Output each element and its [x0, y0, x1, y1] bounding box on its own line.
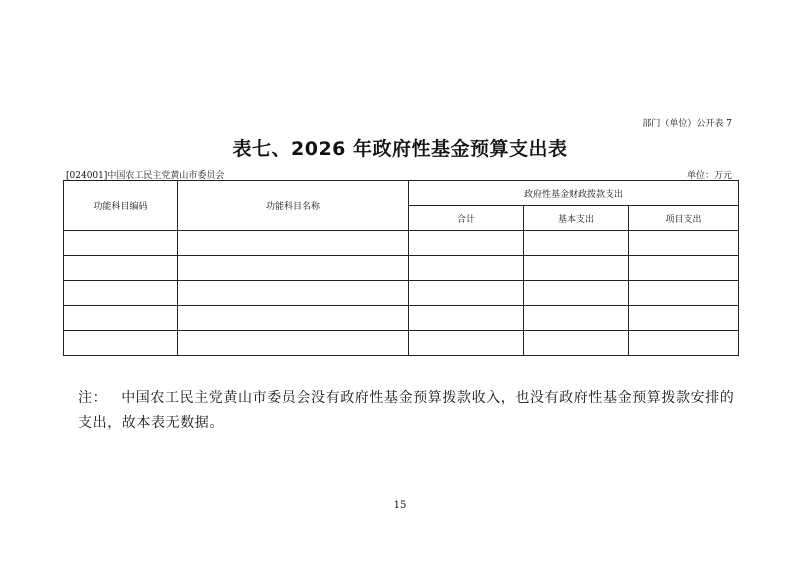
table-cell: [409, 231, 524, 256]
table-cell: [178, 331, 409, 356]
table-cell: [524, 306, 629, 331]
page-reference: 部门（单位）公开表 7: [642, 119, 732, 129]
expenditure-table: [63, 180, 739, 356]
table-cell: [178, 231, 409, 256]
table-row: [64, 256, 739, 281]
table-cell: [524, 231, 629, 256]
note-text: 中国农工民主党黄山市委员会没有政府性基金预算拨款收入，也没有政府性基金预算拨款安排的支出，故本表无数据。: [78, 390, 735, 431]
table-row: [64, 231, 739, 256]
table-note: [78, 386, 740, 436]
page-title: 表七、2026 年政府性基金预算支出表: [232, 138, 568, 160]
table-cell: [409, 281, 524, 306]
table-cell: [64, 256, 178, 281]
unit-label: 单位：万元: [686, 171, 732, 181]
table-cell: [178, 281, 409, 306]
header-project-expenditure: 项目支出: [629, 206, 739, 231]
table-cell: [629, 281, 739, 306]
table-cell: [524, 331, 629, 356]
header-total: 合计: [409, 206, 524, 231]
page-number: 15: [393, 500, 407, 511]
header-function-name: 功能科目名称: [178, 181, 409, 231]
table-cell: [524, 281, 629, 306]
note-label: 注：: [78, 390, 108, 406]
header-fund-expenditure-group: 政府性基金财政拨款支出: [409, 181, 739, 206]
organization-label: [024001]中国农工民主党黄山市委员会: [66, 171, 225, 181]
table-cell: [64, 231, 178, 256]
table-cell: [629, 331, 739, 356]
table-row: [64, 331, 739, 356]
table-row: [64, 281, 739, 306]
table-cell: [64, 306, 178, 331]
table-cell: [524, 256, 629, 281]
table-cell: [629, 231, 739, 256]
header-basic-expenditure: 基本支出: [524, 206, 629, 231]
table-cell: [409, 331, 524, 356]
table-cell: [409, 306, 524, 331]
header-function-code: 功能科目编码: [64, 181, 178, 231]
table-cell: [409, 256, 524, 281]
table-cell: [64, 281, 178, 306]
table-cell: [178, 306, 409, 331]
table-cell: [629, 306, 739, 331]
table-cell: [629, 256, 739, 281]
table-cell: [178, 256, 409, 281]
table-row: [64, 306, 739, 331]
table-cell: [64, 331, 178, 356]
